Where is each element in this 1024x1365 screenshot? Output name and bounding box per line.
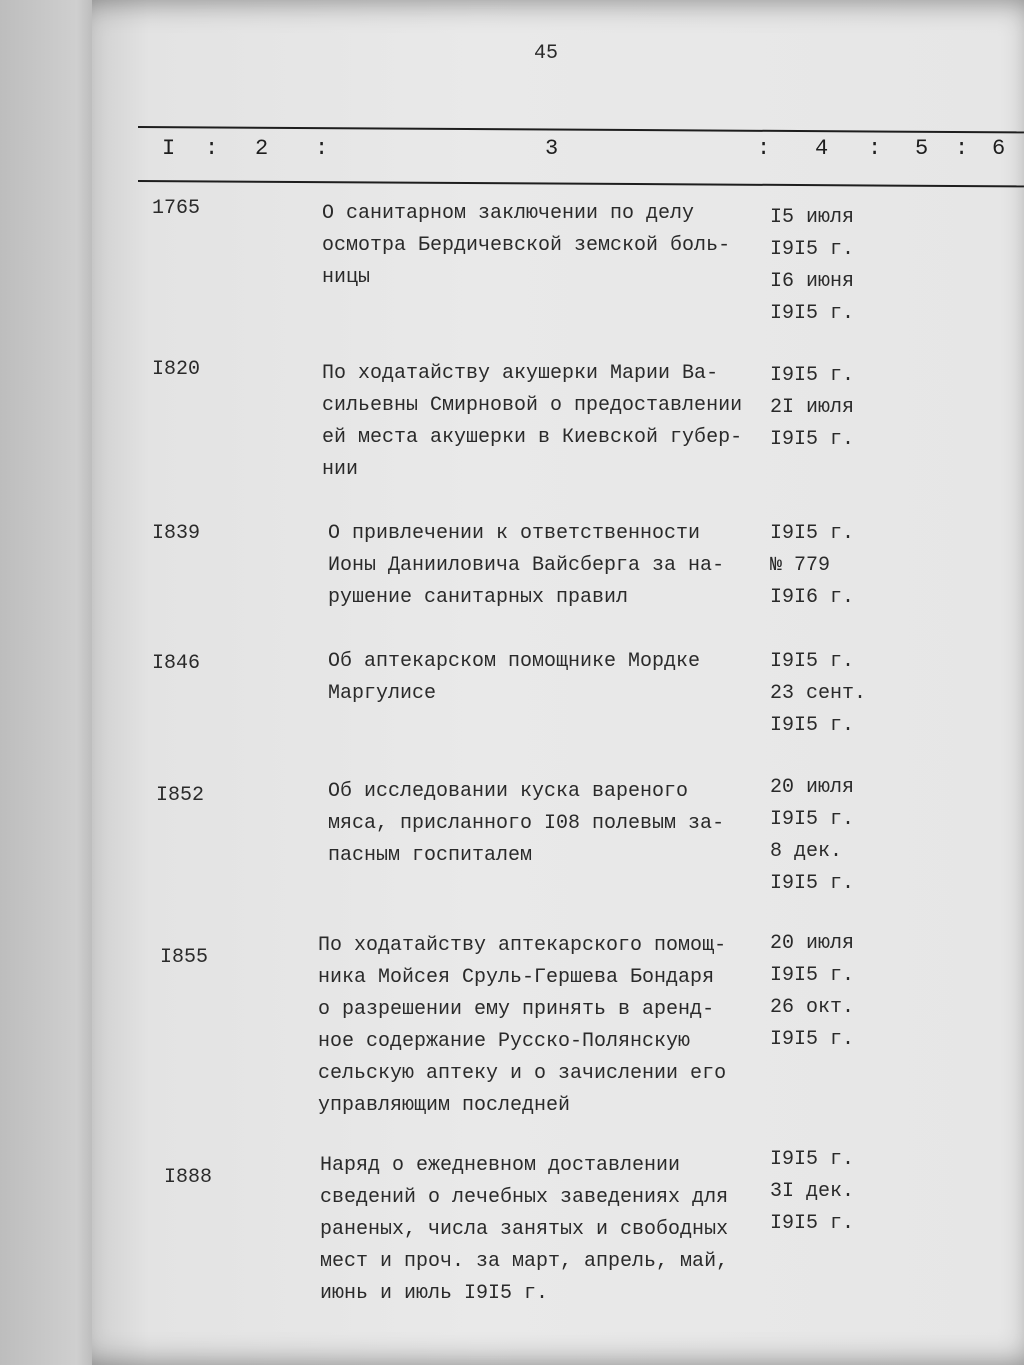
date-line: I9I5 г.	[770, 1028, 855, 1051]
header-col-6: 6	[992, 136, 1006, 161]
description-line: мест и проч. за март, апрель, май,	[320, 1250, 729, 1273]
entry-description	[322, 358, 782, 486]
date-line: 26 окт.	[770, 996, 855, 1019]
header-sep-4: :	[868, 136, 882, 161]
date-line: 3I дек.	[770, 1180, 855, 1203]
entry-number: I888	[164, 1166, 213, 1189]
entry-dates	[770, 202, 854, 330]
date-line: I9I5 г.	[770, 364, 855, 387]
description-line: О привлечении к ответственности	[328, 522, 701, 545]
entry-number: 1765	[152, 197, 201, 220]
description-line: По ходатайству аптекарского помощ-	[318, 934, 727, 957]
page-number: 45	[534, 42, 559, 65]
date-line: I9I5 г.	[770, 428, 855, 451]
entry-dates	[770, 518, 854, 614]
description-line: Об аптекарском помощнике Мордке	[328, 650, 701, 673]
date-line: 8 дек.	[770, 840, 843, 863]
date-line: I9I5 г.	[770, 808, 855, 831]
description-line: пасным госпиталем	[328, 844, 533, 867]
date-line: I9I5 г.	[770, 238, 855, 261]
description-line: мяса, присланного I08 полевым за-	[328, 812, 725, 835]
description-line: сельскую аптеку и о зачислении его	[318, 1062, 727, 1085]
entry-description	[328, 776, 788, 872]
entry-dates	[770, 772, 854, 900]
description-line: осмотра Бердичевской земской боль-	[322, 234, 731, 257]
description-line: сведений о лечебных заведениях для	[320, 1186, 729, 1209]
date-line: I9I5 г.	[770, 1148, 855, 1171]
description-line: Маргулисе	[328, 682, 437, 705]
header-col-1: I	[162, 136, 176, 161]
header-col-3: 3	[545, 136, 559, 161]
description-line: О санитарном заключении по делу	[322, 202, 695, 225]
description-line: По ходатайству акушерки Марии Ва-	[322, 362, 719, 385]
date-line: I9I5 г.	[770, 964, 855, 987]
header-sep-3: :	[757, 136, 771, 161]
description-line: Об исследовании куска вареного	[328, 780, 689, 803]
description-line: сильевны Смирновой о предоставлении	[322, 394, 743, 417]
description-line: ей места акушерки в Киевской губер-	[322, 426, 743, 449]
date-line: I9I5 г.	[770, 302, 855, 325]
header-col-5: 5	[915, 136, 929, 161]
header-col-4: 4	[815, 136, 829, 161]
description-line: ницы	[322, 266, 371, 289]
entry-number: I855	[160, 946, 209, 969]
entry-number: I820	[152, 358, 201, 381]
header-sep-5: :	[955, 136, 969, 161]
entry-description	[328, 646, 788, 710]
header-sep-1: :	[205, 136, 219, 161]
entry-number: I852	[156, 784, 205, 807]
date-line: 20 июля	[770, 932, 855, 955]
entry-dates	[770, 646, 866, 742]
date-line: I9I5 г.	[770, 872, 855, 895]
description-line: ное содержание Русско-Полянскую	[318, 1030, 691, 1053]
description-line: раненых, числа занятых и свободных	[320, 1218, 729, 1241]
entry-description	[322, 198, 782, 294]
entry-description	[320, 1150, 780, 1310]
description-line: нии	[322, 458, 359, 481]
date-line: I9I5 г.	[770, 522, 855, 545]
description-line: Наряд о ежедневном доставлении	[320, 1154, 681, 1177]
date-line: I9I5 г.	[770, 1212, 855, 1235]
date-line: 2I июля	[770, 396, 855, 419]
entry-dates	[770, 1144, 854, 1240]
entry-description	[328, 518, 788, 614]
entry-number: I839	[152, 522, 201, 545]
date-line: № 779	[770, 554, 831, 577]
date-line: I5 июля	[770, 206, 855, 229]
date-line: 20 июля	[770, 776, 855, 799]
entry-number: I846	[152, 652, 201, 675]
description-line: Ионы Данииловича Вайсберга за на-	[328, 554, 725, 577]
description-line: июнь и июль I9I5 г.	[320, 1282, 549, 1305]
entry-dates	[770, 928, 854, 1056]
date-line: I9I5 г.	[770, 650, 855, 673]
description-line: о разрешении ему принять в аренд-	[318, 998, 715, 1021]
date-line: I9I6 г.	[770, 586, 855, 609]
date-line: I9I5 г.	[770, 714, 855, 737]
date-line: I6 июня	[770, 270, 855, 293]
description-line: рушение санитарных правил	[328, 586, 629, 609]
entry-description	[318, 930, 778, 1122]
description-line: ника Мойсея Сруль-Гершева Бондаря	[318, 966, 715, 989]
entry-dates	[770, 360, 854, 456]
header-col-2: 2	[255, 136, 269, 161]
description-line: управляющим последней	[318, 1094, 571, 1117]
date-line: 23 сент.	[770, 682, 867, 705]
header-sep-2: :	[315, 136, 329, 161]
